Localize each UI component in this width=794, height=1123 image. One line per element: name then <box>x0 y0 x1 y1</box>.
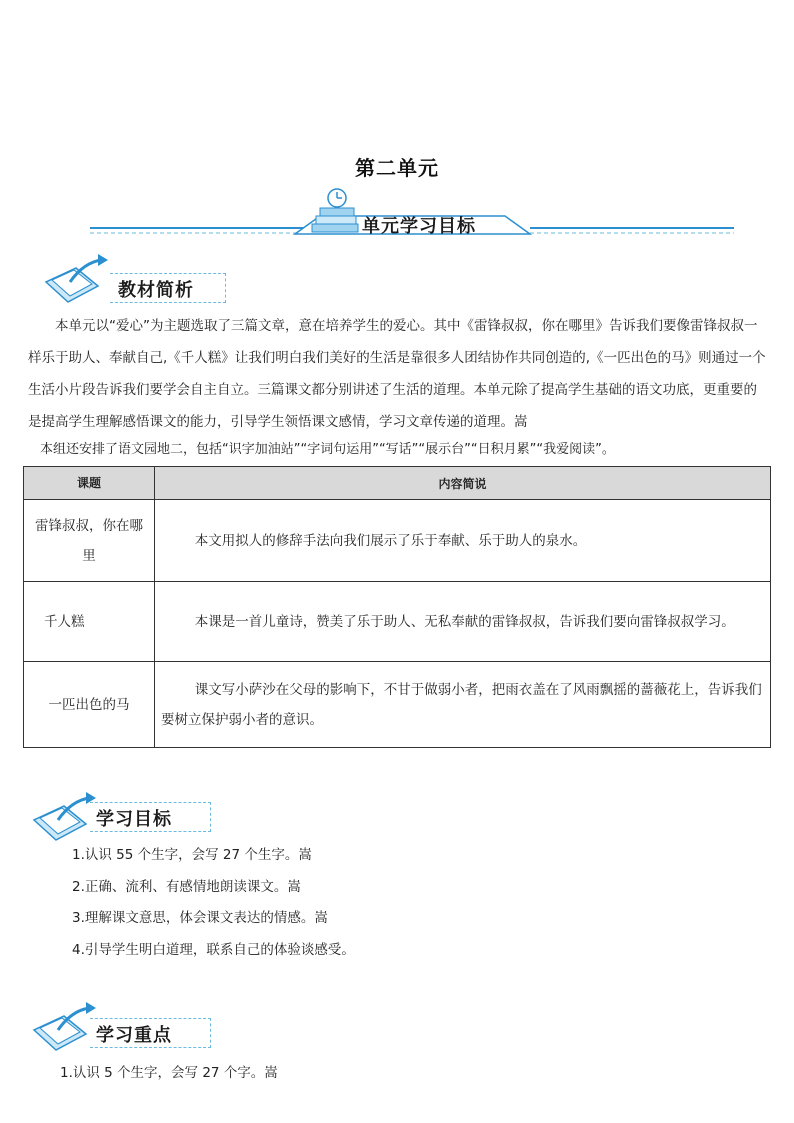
lesson-title: 雷锋叔叔，你在哪里 <box>24 500 155 582</box>
header-title: 课题 <box>24 467 155 500</box>
section-title-focus: 学习重点 <box>96 1025 172 1046</box>
table-header-row <box>24 467 771 500</box>
lesson-desc: 课文写小萨沙在父母的影响下，不甘于做弱小者，把雨衣盖在了风雨飘摇的蔷薇花上，告诉我们要树立保护弱小者的意识。 <box>155 662 771 748</box>
analysis-paragraph <box>28 310 768 438</box>
list-item: 2.正确、流利、有感情地朗读课文。嵩 <box>72 878 301 895</box>
focus-list <box>60 1058 278 1090</box>
list-item: 1.认识 5 个生字，会写 27 个字。嵩 <box>60 1065 278 1081</box>
list-item: 4.引导学生明白道理，联系自己的体验谈感受。 <box>72 941 355 958</box>
list-item: 1.认识 55 个生字，会写 27 个生字。嵩 <box>72 847 312 863</box>
section-title-analysis: 教材简析 <box>118 280 194 301</box>
book-stack-icon <box>312 189 358 232</box>
analysis-text: 本单元以“爱心”为主题选取了三篇文章，意在培养学生的爱心。其中《雷锋叔叔，你在哪里》告诉我们要像雷锋叔叔一样乐于助人、奉献自己,《千人糕》让我们明白我们美好的生活是靠很多人团结协作共同创造的,《一匹出色的马》则通过一个生活小片段告诉我们要学会自主自立。三篇课文都分别讲述了生活的道理。本单元除了提高学生基础的语文功底，更重要的是提高学生理解感悟课文的能力，引导学生领悟课文感情，学习文章传递的道理。嵩 <box>28 318 766 430</box>
table-row <box>24 500 771 582</box>
goals-list <box>72 840 355 966</box>
list-item: 3.理解课文意思，体会课文表达的情感。嵩 <box>72 910 328 926</box>
lesson-title: 一匹出色的马 <box>24 662 155 748</box>
banner-title: 单元学习目标 <box>362 216 476 237</box>
lesson-table <box>23 466 771 748</box>
table-row <box>24 582 771 662</box>
garden-note: 本组还安排了语文园地二，包括“识字加油站”“字词句运用”“写话”“展示台”“日积月累”“我爱阅读”。 <box>40 442 615 457</box>
unit-title: 第二单元 <box>355 156 439 180</box>
book-arrow-icon <box>40 252 120 306</box>
lesson-title: 千人糕 <box>24 582 155 662</box>
table-row <box>24 662 771 748</box>
lesson-desc: 本课是一首儿童诗，赞美了乐于助人、无私奉献的雷锋叔叔，告诉我们要向雷锋叔叔学习。 <box>155 582 771 662</box>
header-content: 内容简说 <box>155 467 771 500</box>
section-title-goals: 学习目标 <box>96 809 172 830</box>
lesson-desc: 本文用拟人的修辞手法向我们展示了乐于奉献、乐于助人的泉水。 <box>155 500 771 582</box>
